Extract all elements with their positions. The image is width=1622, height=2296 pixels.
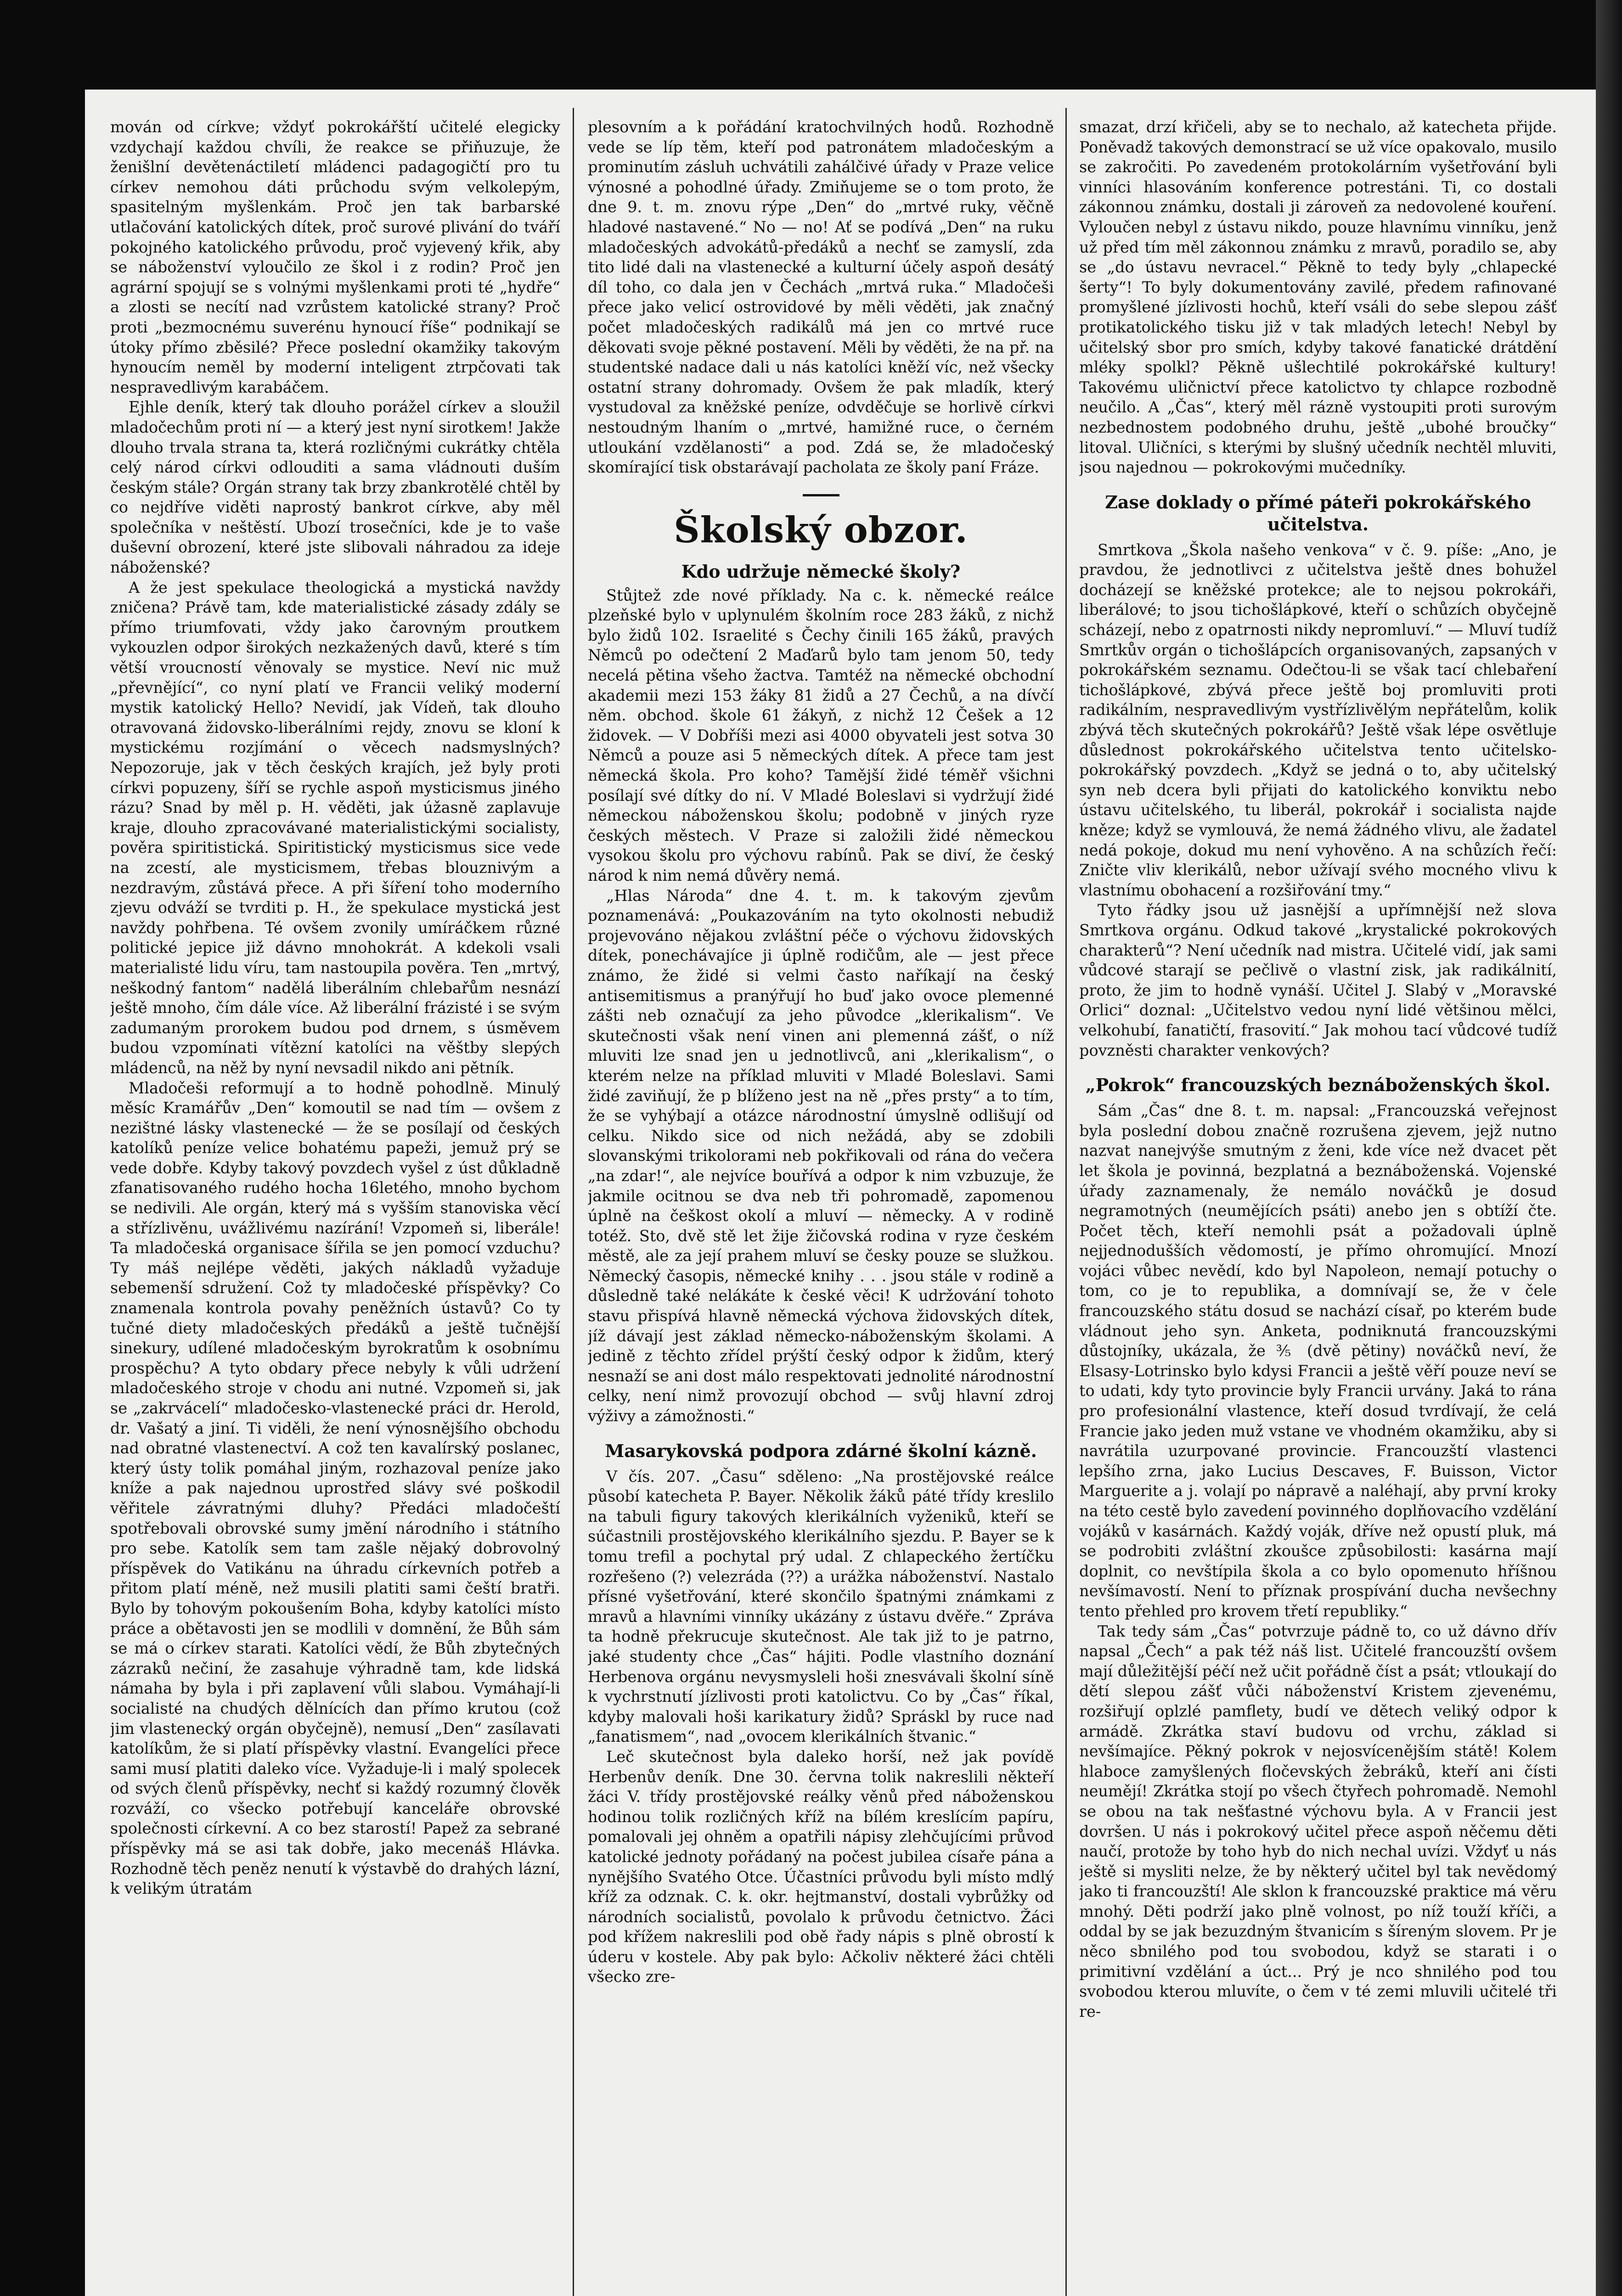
article-paragraph: Smrtkova „Škola našeho venkova“ v č. 9. píše: „Ano, je pravdou, že jednotlivci z učitelstva ještě dnes bohužel docházejí se kněžské protekce; ale to nejsou pokrokáři, liberálové; to jsou tichošlápkové, kteří o schůzích obyčejně scházejí, nebo z opatrnosti nikdy nepromluví.“ — Mluví tudíž Smrtkův orgán o tichošlápcích organisovaných, zapsaných v pokrokářském seznamu. Odečtou-li se však tací chlebaření tichošlápkové, zbývá přece ještě boj promluviti proti radikálním, nespravedlivým vystřízlivělým nepřátelům, kolik zbývá těch skutečných pokrokářů? Ještě však lépe osvětluje důslednost pokrokářského učitelstva tento učitelsko-pokrokářský povzdech. „Když se jedná o to, aby učitelský syn neb dcera byli přijati do katolického konviktu nebo ústavu učitelského, tu liberál, pokrokář i socialista najde kněze; když se vymlouvá, že nemá žádného vlivu, ale žadatel nedá pokoje, dokud mu není vyhověno. A na schůzích řečí: Zničte vliv klerikálů, nebor užívají svého mocného vlivu k vlastnímu obohacení a rozšiřování tmy.“: [1079, 540, 1557, 899]
article-paragraph: plesovním a k pořádání kratochvilných hodů. Rozhodně vede se líp těm, kteří pod patronátem mladočeským a prominutím zásluh uchvátili zahálčivé úřady v Praze velice výnosné a pohodlné úřady. Zmiňujeme se o tom proto, že dne 9. t. m. znovu rýpe „Den“ do „mrtvé ruky, věčně hladové nastavené.“ No — no! Ať se podívá „Den“ na ruku mladočeských advokátů-předáků a nechť se zamyslí, zda tito lidé dali na vlastenecké a kulturní účely aspoň desátý díl toho, co dala jen v Čechách „mrtvá ruka.“ Mladočeši přece jako velicí ostrovidové by měli věděti, jak značný počet mladočeských radikálů má jen co mrtvé ruce děkovati svoje pěkné postavení. Měli by věděti, že na př. na studentské nadace dali u nás katolíci kněží víc, než všecky ostatní strany dohromady. Ovšem že pak mladík, který vystudoval za kněžské peníze, odvděčuje se horlivě církvi nestoudným lhaním o „mrtvé, hamižné ruce, o černém utloukání vzdělanosti“ a pod. Zdá se, že mladočeský skomírající tisk obstarávají pacholata ze školy paní Fráze.: [588, 118, 1054, 477]
article-paragraph: Stůjtež zde nové příklady. Na c. k. německé reálce plzeňské bylo v uplynulém školním roce 283 žáků, z nichž bylo židů 102. Israelité s Čechy činili 165 žáků, pravých Němců po odečtení 2 Maďarů bylo tam jenom 50, tedy necelá pětina všeho žactva. Tamtéž na německé obchodní akademii mezi 153 žáky 81 židů a 27 Čechů, a na dívčí něm. obchod. škole 61 žákyň, z nichž 12 Češek a 12 židovek. — V Dobříši mezi asi 4000 obyvateli jest sotva 30 Němců a pouze asi 5 německých dítek. A přece tam jest německá škola. Pro koho? Tamější židé téměř všichni posílají své dítky do ní. V Mladé Boleslavi si vydržují židé německou náboženskou školu; podobně v jiných ryze českých městech. V Praze si založili židé německou vysokou školu pro výchovu rabínů. Pak se diví, že český národ k nim nemá důvěry nemá.: [588, 586, 1054, 884]
scanner-margin-left: [0, 0, 85, 2296]
article-heading: Zase doklady o přímé páteři pokrokářského učitelstva.: [1105, 491, 1531, 535]
column-middle: [588, 117, 1054, 2296]
article-paragraph: smazat, drzí křičeli, aby se to nechalo, až katecheta přijde. Poněvadž takových demonstrací se už více opakovalo, musilo se zakročiti. Po zavedeném protokolárním vyšetřování byli vinníci hlasováním konference potrestáni. Ti, co dostali zákonnou známku, dostali ji zároveň za nedovolené kouření. Vyloučen nebyl z ústavu nikdo, pouze hlavnímu vinníku, jenž už před tím měl zákonnou známku z mravů, poradilo se, aby se „do ústavu nevracel.“ Pěkně to tedy byly „chlapecké šerty“! To byly dokumentovány zavilé, předem rafinované promyšlené jízlivosti hochů, kteří vsáli do sebe slepou zášť protikatolického tisku již v tak mladých letech! Nebyl by učitelský sbor pro smích, kdyby takové fanatické drátdění mléky spolkl? Pěkně ušlechtilé pokrokářské kultury! Takovému uličnictví přece katolictvo ty chlapce rozbodně neučilo. A „Čas“, který měl rázně vystoupiti proti surovým nezbednostem podobného druhu, ještě „ubohé broučky“ litoval. Uličníci, s kterými by slušný učedník nechtěl mluviti, jsou najednou — pokrokovými mučedníky.: [1079, 118, 1557, 477]
section-title: Školský obzor.: [674, 509, 968, 551]
article-paragraph: Tyto řádky jsou už jasnější a upřímnější než slova Smrtkova orgánu. Odkud takové „krystalické pokrokových charakterů“? Není učedník nad mistra. Učitelé vidí, jak sami vůdcové starají se pečlivě o vlastní zisk, jak radikálnití, proto, že jim to hodně vynáší. Učitel J. Slabý v „Moravské Orlici“ doznal: „Učitelstvo vedou nyní lidé většinou mělci, velkohubí, fanatičtí, frasovití.“ Jak mohou tací vůdcové tudíž povzněsti charakter venkových?: [1079, 901, 1557, 1059]
article-paragraph: „Hlas Národa“ dne 4. t. m. k takovým zjevům poznamenává: „Poukazováním na tyto okolnosti nebudiž projevováno nějakou zvláštní péče o výchovu židovských dítek, ponechávajíce ji úplně rodičům, ale — jest přece známo, že židé si velmi často naříkají na český antisemitismus a pranýřují ho buď jako ovoce plemenné zášti neb označují za jeho původce „klerikalism“. Ve skutečnosti však není vinen ani plemenná zášť, o níž mluviti lze snad jen u jednotlivců, ani „klerikalism“, o kterém nelze na příklad mluviti v Mladé Boleslavi. Sami židé zaviňují, že p blíženo jest na ně „přes prsty“ a to tím, že se vyhýbají a otázce národnostní úmyslně odlišují od celku. Nikdo sice od nich nežádá, aby se zdobili slovanskými trikolorami neb pokřikovali od rána do večera „na zdar!“, ale nejvíce bouřívá a odpor k nim vzbuzuje, že jakmile ocitnou se dva neb tři pohromadě, zapomenou úplně na češkost okolí a mluví — německy. A v rodině totéž. Sto, dvě stě let žije žičovská rodina v ryze českém městě, ale za její prahem mluví se česky pouze se služkou. Německý časopis, německé knihy . . . jsou stále v rodině a důsledně také nelákáte k české věci! K udržování tohoto stavu přispívá hlavně německá výchova židovských dítek, jíž dávají jest základ německo-náboženským školami. A jedině z těchto zřídel prýští český odpor k židům, který nesnaží se ani dost málo respektovati jednolité národnostní celky, není nimž provozují obchod — svůj hlavní zdroj výživy a zámožnosti.“: [588, 886, 1054, 1425]
column-right: [1079, 117, 1557, 2296]
article-paragraph: Tak tedy sám „Čas“ potvrzuje pádně to, co už dávno dřív napsal „Čech“ a pak též náš list. Učitelé francouzští ovšem mají důležitější péčí než učit pořádně číst a psát; vtloukají do dětí slepou zášť vůči náboženství Kristem zjevenému, rozšiřují oplzlé pamflety, budí ve dětech veliký odpor k armádě. Zkrátka staví budovu od vrchu, základ si nevšímajíce. Pěkný pokrok v nejosvícenějším státě! Kolem hlaboce zamyšlených fločevských žebráků, kteří ani čísti neumějí! Zkrátka stojí po všech čtyřech pohromadě. Nemohl se obou na tak nešťastné výchovu byla. A v Francii jest dovršen. U nás i pokrokový učitel přece aspoň něčemu děti naučí, protože by toho hyb do nich nechal uvízi. Vždyť u nás ještě si mysliti nelze, že by některý učitel byl tak nevědomý jako ti francouzští! Ale sklon k francouzské praktice má věru mnohý. Děti podrží jako plně volnost, po níž touží kříči, a oddal by se jak bezuzdným štvanicím s šíreným slovem. Pr je něco sbnilého pod tou svobodou, když se starati i o primitivní vzdělání a úct... Prý je nco shnilého pod tou svobodou kterou mluvíte, o čem v té zemi mluvili učitelé tři re-: [1079, 1622, 1557, 2020]
newspaper-page: [85, 90, 1596, 2296]
article-paragraph: A že jest spekulace theologická a mystická navždy zničena? Právě tam, kde materialistické zásady zdály se přímo triumfovati, vždy jako čarovným proutkem vykouzlen odpor širokých nezkažených davů, které s tím větší vroucností věnovaly se mystice. Neví nic muž „převnějící“, co nyní platí ve Francii veliký moderní mystik katolický Hello? Nevidí, jak Vídeň, tak dlouho otravovaná židovsko-liberálními rejdy, znovu se kloní k mystickému rozjímání o věcech nadsmyslných? Nepozoruje, jak v těch českých krajích, jež byly proti církvi popuzeny, šíří se rychle aspoň mysticismus jiného rázu? Snad by měl p. H. věděti, jak úžasně zaplavuje kraje, dlouho zpracovávané materialistickými socialisty, pověra spiritistická. Spiritistický mysticismus sice vede na zcestí, ale mysticismem, třebas blouznivým a nezdravým, zůstává přece. A při šíření toho moderního zjevu odváží se tvrditi p. H., že spekulace mystická jest navždy pohřbena. Té ovšem zvonily umíráčkem různé politické jepice již dávno mnohokrát. A kdekoli vsali materialisté lidu víru, tam nastoupila pověra. Ten „mrtvý, neškodný fantom“ nadělá liberálním chlebařům nesnází ještě mnoho, čím dále více. Až liberální frázisté i se svým zadumaným prorokem budou pod drnem, s úsměvem budou vzpomínati vítězní katolíci na věštby slepých mládenců, na něž by nyní nevsadil nikdo ani pětník.: [110, 578, 560, 1077]
article-heading: Kdo udržuje německé školy?: [681, 561, 961, 582]
article-paragraph: Leč skutečnost byla daleko horší, než jak povídě Herbenův deník. Dne 30. června tolik nakreslili někteří žáci V. třídy prostějovské reálky věnů před náboženskou hodinou tolik rozličných kříž na bílém kreslícím papíru, pomalovali jej ohněm a opatřili nápisy zlehčujícími průvod katolické jednoty pořádaný na počest jubilea císaře pána a nynějšího Svatého Otce. Účastníci průvodu byli místo mdlý kříž za odznak. C. k. okr. hejtmanství, dostali vybrůžky od národních socialistů, povolalo k průvodu četnictvo. Žáci pod křížem nakreslili pod obě řady nápis s plně obrostí k úderu v kostele. Aby pak bylo: Ačkoliv některé žáci chtěli všecko zre-: [588, 1747, 1054, 1986]
column-divider: [1065, 108, 1067, 2296]
column-left: [110, 117, 560, 2296]
column-divider: [573, 108, 574, 2296]
scanner-margin-right: [1596, 0, 1622, 2296]
article-paragraph: Sám „Čas“ dne 8. t. m. napsal: „Francouzská veřejnost byla poslední dobou značně rozrušena zjevem, jejž nutno nazvat nanejvýše smutným z ženi, kde více než dvacet pět let škola je povinná, bezplatná a beznáboženská. Vojenské úřady zaznamenaly, že nemálo nováčků je dosud negramotných (neumějících psáti) anebo jen s obtíží čte. Počet těch, kteří nemohli psát a požadovali úplně nejjednodušších vědomostí, je přímo ohromující. Mnozí vojáci vůbec nevědí, kdo byl Napoleon, nemají potuchy o tom, co je to republika, a domnívají se, že v čele francouzského státu dosud se nachází císař, po kterém bude vládnout jeho syn. Anketa, podniknutá francouzskými důstojníky, ukázala, že ⅗ (dvě pětiny) nováčků neví, že Elsasy-Lotrinsko bylo kdysi Francii a ještě věří pouze neví se to udati, kdy tyto provincie byly Francii urvány. Jaká to rána pro profesionální vlastence, kteří dosud tvrdívají, že celá Francie jako jeden muž vstane ve vhodném okamžiku, aby si navrátila uzurpované provincie. Francouzští vlastenci lepšího zrna, jako Lucius Descaves, F. Buisson, Victor Marguerite a j. volají po nápravě a naléhají, aby první kroky na této cestě bylo zavedení povinného doplňovacího vzdělání vojáků v kasárnách. Každý voják, dříve než opustí pluk, má se podrobiti zvláštní zkoušce způsobilosti: kasárna mají doplnit, co nevštípila škola a co bylo opomenuto hříšnou nevšímavostí. Není to příznak prospívání ducha nevšechny tento přehled pro krovem třetí republiky.“: [1079, 1102, 1557, 1620]
article-paragraph: Ejhle deník, který tak dlouho porážel církev a sloužil mladočechům proti ní — a který jest nyní sirotkem! Jakže dlouho trvala strana ta, která rozličnými cukrátky chtěla celý národ církvi odlouditi a sama vládnouti duším českým stále? Orgán strany tak brzy zbankrotělé chtěl by co nejdříve viděti naprostý bankrot církve, aby měl společníka v neštěstí. Ubozí trosečníci, kde je to vaše duševní obrození, které jste slibovali náhradou za ideje náboženské?: [110, 398, 560, 577]
article-paragraph: Mladočeši reformují a to hodně pohodlně. Minulý měsíc Kramářův „Den“ komoutil se nad tím — ovšem z nezištné lásky vlastenecké — že se posílají od českých katolíků peníze velice bohatému papeži, jemuž prý se vede dobře. Kdyby takový povzdech vyšel z úst důkladně zfanatisovaného rudého hocha 16letého, mnoho bychom se nedivili. Ale orgán, který má s vyšším stanoviska věcí a střízlivěnu, uvážlivému nazírání! Vzpomeň si, liberále! Ta mladočeská organisace šířila se jen pomocí vzduchu? Ty máš nejlépe věděti, jakých nákladů vyžaduje sebemenší sdružení. Což ty mladočeské příspěvky? Co znamenala kontrola povahy peněžních ústavů? Co ty tučné diety mladočeských předáků a ještě tučnější sinekury, udílené mladočeským byrokratům k osobnímu prospěchu? A tyto obdary přece nebyly k vůli udržení mladočeského stroje v chodu ani nutné. Vzpomeň si, jak se „zakrvácelí“ mladočesko-vlastenecké práci dr. Herold, dr. Vašatý a jiní. Ti viděli, že není výnosnějšího obchodu nad obratné vlastenectví. A což ten kavalírský poslanec, který ústy tolik pomáhal jiným, rozhazoval peníze jako kníže a pak najednou uprostřed slávy své poškodil věřitele závratnými dluhy? Předáci mladočeští spotřebovali obrovské sumy jmění národního i státního pro sebe. Katolík sem tam zašle nějaký dobrovolný příspěvek do Vatikánu na úhradu církevních potřeb a přitom platí méně, než musili platiti sami čeští bratři. Bylo by tohovým pokoušením Boha, kdyby katolíci místo práce a obětavosti jen se modlili v domnění, že Bůh sám se má o církev starati. Katolíci vědí, že Bůh zbytečných zázraků nečiní, že zasahuje výhradně tam, kde lidská námaha by byla i při zaplavení vůli slabou. Vymáhají-li socialisté na chudých dělnících dan přímo krutou (což jim vlastenecký orgán obyčejně), nemusí „Den“ zasílavati katolíkům, že si platí příspěvky vlastní. Evangelíci přece sami musí platiti daleko více. Vyžaduje-li i malý spolecek od svých členů příspěvky, nechť si každý rozumný člověk rozváží, co všecko potřebují kanceláře obrovské společnosti církevní. A co bez starostí! Papež za sebrané příspěvky má se asi tak dobře, jako mecenáš Hlávka. Rozhodně těch peněz nenutí k výstavbě do drahých lázní, k velikým útratám: [110, 1079, 560, 1898]
article-heading: Masarykovská podpora zdárné školní kázně.: [605, 1440, 1037, 1461]
article-heading: „Pokrok“ francouzských beznáboženských škol.: [1085, 1075, 1551, 1096]
section-rule: [803, 494, 839, 496]
article-paragraph: mován od církve; vždyť pokrokářští učitelé elegicky vzdychají každou chvíli, že reakce se přiňuzuje, že ženišlní devětenáctiletí mládenci padagogičtí pro tu církev nemohou dáti průchodu svým velkolepým, spasitelným myšlenkám. Proč jen tak barbarské utlačování katolických dítek, proč surové plivání do tváří pokojného katolického průvodu, proč vyjevený křik, aby se náboženství vyloučilo ze škol i z rodin? Proč jen agrární spojují se s volnými myšlenkami proti té „hydře“ a zlosti se necítí nad vzrůstem katolické strany? Proč proti „bezmocnému suverénu hynoucí říše“ podnikají se útoky přímo zběsilé? Přece poslední okamžiky takovým hynoucím neměl by moderní inteligent ztrpčovati tak nespravedlivým karabáčem.: [110, 118, 560, 396]
article-paragraph: V čís. 207. „Času“ sděleno: „Na prostějovské reálce působí katecheta P. Bayer. Několik žáků páté třídy kreslilo na tabuli figury takových klerikálních vyženiků, kteří se súčastnili prostějovského klerikálního sjezdu. P. Bayer se k tomu trefil a pochytal prý udal. Z chlapeckého žertíčku rozřešeno (?) velezráda (??) a urážka náboženství. Nastalo přísné vyšetřování, které skončilo špatnými známkami z mravů a hlavními vinníky ukázány z ústavu dvěře.“ Zpráva ta hodně překrucuje skutečnost. Ale tak již to je patrno, jaké studenty chce „Čas“ hájiti. Podle vlastního doznání Herbenova orgánu nevysmysleli hoši znesvávali školní síně k vychrstnutí jízlivosti proti katolictvu. Co by „Čas“ říkal, kdyby malovali hoši karikatury židů? Spráskl by ruce nad „fanatismem“, nad „ovocem klerikálních štvanic.“: [588, 1467, 1054, 1746]
